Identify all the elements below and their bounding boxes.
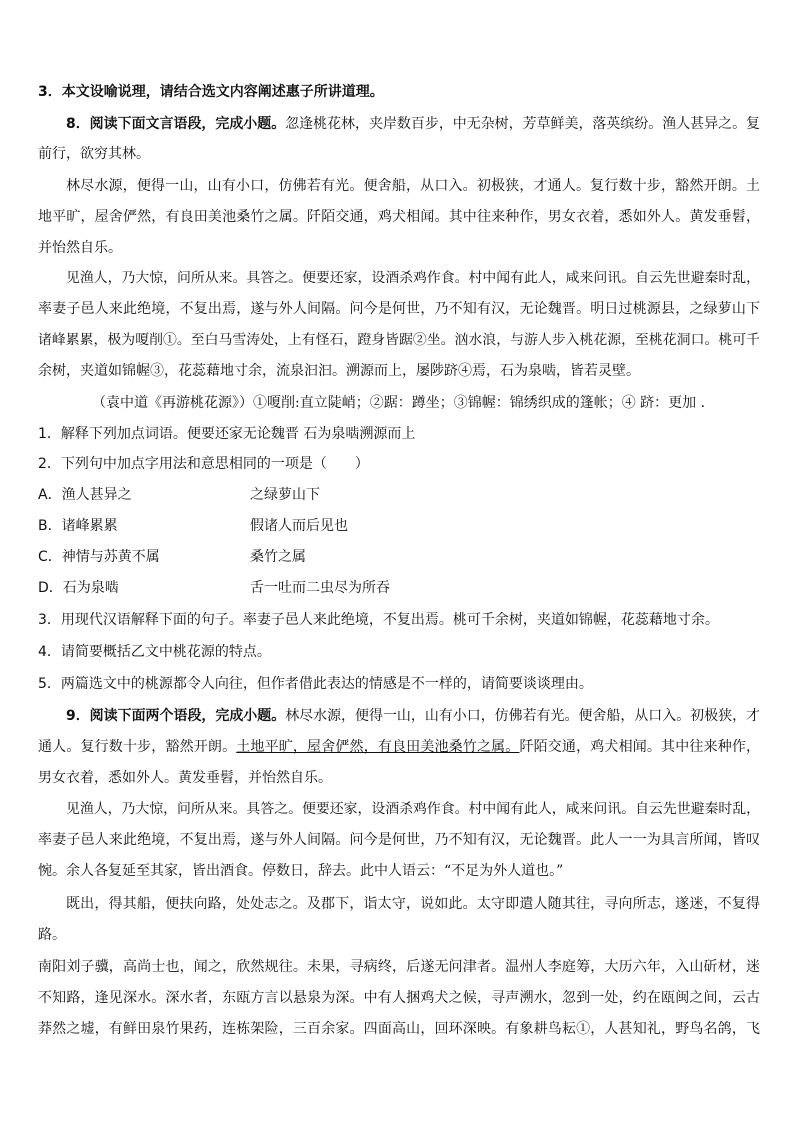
sub-question-1: 1．解释下列加点词语。便要还家无论魏晋 石为泉啮溯源而上 bbox=[38, 426, 416, 442]
passage-9-line bbox=[66, 706, 760, 726]
passage-9-line bbox=[38, 737, 760, 757]
underlined-sentence: 土地平旷，屋舍俨然，有良田美池桑竹之属。 bbox=[236, 739, 520, 755]
passage-9-segment: 通人。复行数十步，豁然开朗。 bbox=[38, 739, 237, 755]
option-d-left: D．石为泉啮 bbox=[38, 580, 119, 596]
passage-9b-line: 不知路，逢见深水。深水者，东瓯方言以悬泉为深。中有人捆鸡犬之候，寻声溯水，忽到一处，约在瓯闽之间，云古 bbox=[38, 990, 760, 1006]
passage-9-line: 路。 bbox=[38, 927, 66, 943]
sub-question-5: 5．两篇选文中的桃源都令人向往，但作者借此表达的情感是不一样的，请简要谈谈理由。 bbox=[38, 676, 593, 692]
passage-8-line: 并怡然自乐。 bbox=[38, 240, 122, 256]
option-a-right: 之绿萝山下 bbox=[250, 487, 320, 503]
sub-question-3: 3．用现代汉语解释下面的句子。率妻子邑人来此绝境，不复出焉。桃可千余树，夹道如锦幄，花蕊藉地寸余。 bbox=[38, 612, 719, 628]
passage-8-line: 林尽水源，便得一山，山有小口，仿佛若有光。便舍船，从口入。初极狭，才通人。复行数十步，豁然开朗。土 bbox=[66, 178, 760, 194]
option-d-right: 舌一吐而二虫尽为所吞 bbox=[250, 580, 390, 596]
footnote-line: （袁中道《再游桃花源》）①嗄削:直立陡峭；②踞：蹲坐；③锦幄：锦绣织成的篷帐；④ 跻：更加 . bbox=[92, 395, 706, 411]
passage-8-line-text: 忽逢桃花林，夹岸数百步，中无杂树，芳草鲜美，落英缤纷。渔人甚异之。复 bbox=[285, 116, 760, 132]
passage-8-line: 余树，夹道如锦幄③，花蕊藉地寸余，流泉汩汩。溯源而上，屡陟跻④焉，石为泉啮，皆若灵壁。 bbox=[38, 363, 640, 379]
option-a-left: A．渔人甚异之 bbox=[38, 487, 132, 503]
sub-question-4: 4．请简要概括乙文中桃花源的特点。 bbox=[38, 644, 271, 660]
passage-9-line: 男女衣着，悉如外人。黄发垂髫，并怡然自乐。 bbox=[38, 770, 332, 786]
passage-9-line: 率妻子邑人来此绝境，不复出焉，遂与外人间隔。问今是何世，乃不知有汉，无论魏晋。此人一一为具言所闻，皆叹 bbox=[38, 832, 760, 848]
passage-9-line: 既出，得其船，便扶向路，处处志之。及郡下，诣太守，说如此。太守即遣人随其往，寻向所志，遂迷，不复得 bbox=[66, 896, 760, 912]
option-c-left: C．神情与苏黄不属 bbox=[38, 549, 160, 565]
sub-question-2: 2．下列句中加点字用法和意思相同的一项是（ ） bbox=[38, 456, 369, 472]
passage-9b-line: 莽然之墟，有鲜田泉竹果药，连栋架险，三百余家。四面高山，回环深映。有象耕鸟耘①，人甚知礼，野鸟名鸽，飞 bbox=[38, 1021, 760, 1037]
question-3-prompt: 3．本文设喻说理，请结合选文内容阐述惠子所讲道理。 bbox=[38, 84, 384, 100]
passage-9-line-text: 林尽水源，便得一山，山有小口，仿佛若有光。便舍船，从口入。初极狭，才 bbox=[285, 708, 760, 724]
passage-8-line bbox=[66, 114, 760, 134]
passage-9-line: 见渔人，乃大惊，问所从来。具答之。便要还家，设酒杀鸡作食。村中闻有此人，咸来问讯。自云先世避秦时乱， bbox=[66, 801, 760, 817]
passage-8-line: 见渔人，乃大惊，问所从来。具答之。便要还家，设酒杀鸡作食。村中闻有此人，咸来问讯。自云先世避秦时乱， bbox=[66, 270, 760, 286]
option-b-left: B．诸峰累累 bbox=[38, 518, 118, 534]
passage-8-line: 诸峰累累，极为嗄削①。至白马雪涛处，上有怪石，蹬身皆踞②坐。汹水浪，与游人步入桃花源，至桃花洞口。桃可千 bbox=[38, 332, 760, 348]
passage-8-line: 前行，欲穷其林。 bbox=[38, 146, 150, 162]
passage-9b-line: 南阳刘子骥，高尚士也，闻之，欣然规往。未果，寻病终，后遂无问津者。温州人李庭筹，大历六年，入山斫材，迷 bbox=[38, 959, 760, 975]
passage-9-segment: 阡陌交通，鸡犬相闻。其中往来种作， bbox=[519, 739, 761, 755]
option-b-right: 假诸人而后见也 bbox=[250, 518, 348, 534]
passage-8-line: 地平旷，屋舍俨然，有良田美池桑竹之属。阡陌交通，鸡犬相闻。其中往来种作，男女衣着，悉如外人。黄发垂髫， bbox=[38, 209, 760, 225]
question-9-number: 9．阅读下面两个语段，完成小题。 bbox=[66, 708, 286, 724]
option-c-right: 桑竹之属 bbox=[250, 549, 306, 565]
question-8-number: 8．阅读下面文言语段，完成小题。 bbox=[66, 116, 286, 132]
passage-8-line: 率妻子邑人来此绝境，不复出焉，遂与外人间隔。问今是何世，乃不知有汉，无论魏晋。明日过桃源县，之绿萝山下 bbox=[38, 301, 760, 317]
passage-9-line: 惋。余人各复延至其家，皆出酒食。停数日，辞去。此中人语云：“不足为外人道也。” bbox=[38, 863, 564, 879]
